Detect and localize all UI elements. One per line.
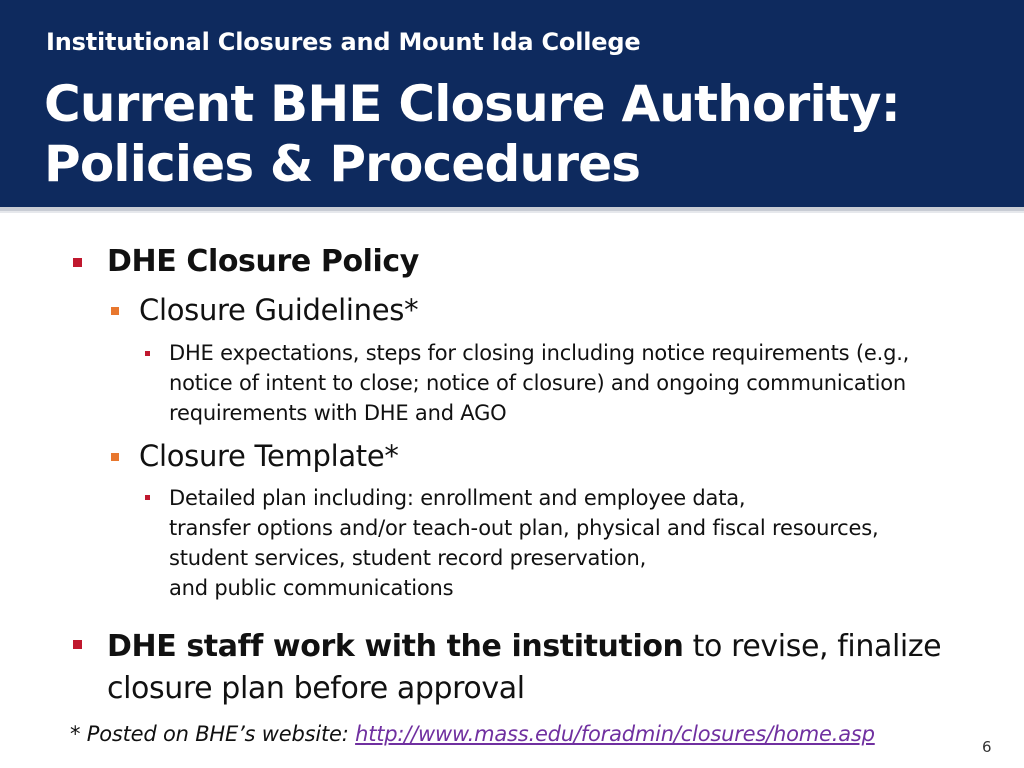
level3-bullet-icon <box>145 351 150 356</box>
bullet-dhe-closure-policy: DHE Closure Policy <box>107 244 419 279</box>
level1-bullet-icon <box>73 258 82 267</box>
level3-bullet-icon <box>145 495 150 500</box>
footnote-prefix: * Posted on BHE’s website: <box>70 722 356 746</box>
title-line-2: Policies & Procedures <box>44 135 641 193</box>
staff-work-rest: to revise, finalize <box>683 629 942 664</box>
guidelines-detail <box>169 338 909 428</box>
closures-website-link[interactable]: http://www.mass.edu/foradmin/closures/home.asp <box>355 722 875 746</box>
level2-bullet-icon <box>111 307 119 315</box>
template-detail <box>169 483 878 603</box>
staff-work-line-1 <box>107 626 941 668</box>
staff-work-bold: DHE staff work with the institution <box>107 629 684 664</box>
bullet-closure-guidelines: Closure Guidelines* <box>139 293 419 327</box>
bullet-dhe-staff-work <box>107 626 941 710</box>
template-detail-line: Detailed plan including: enrollment and employee data, <box>169 486 746 510</box>
title-line-1: Current BHE Closure Authority: <box>44 75 900 133</box>
level1-bullet-icon <box>73 640 82 649</box>
guidelines-detail-line: DHE expectations, steps for closing including notice requirements (e.g., <box>169 341 910 365</box>
staff-work-line-2: closure plan before approval <box>107 671 525 706</box>
template-detail-line: transfer options and/or teach-out plan, physical and fiscal resources, <box>169 516 879 540</box>
template-detail-line: and public communications <box>169 576 454 600</box>
slide-subtitle: Institutional Closures and Mount Ida College <box>46 28 641 56</box>
bullet-closure-template: Closure Template* <box>139 439 399 473</box>
guidelines-detail-line: requirements with DHE and AGO <box>169 401 507 425</box>
guidelines-detail-line: notice of intent to close; notice of closure) and ongoing communication <box>169 371 906 395</box>
level2-bullet-icon <box>111 453 119 461</box>
footnote <box>70 722 875 746</box>
template-detail-line: student services, student record preservation, <box>169 546 647 570</box>
page-number: 6 <box>982 738 992 756</box>
